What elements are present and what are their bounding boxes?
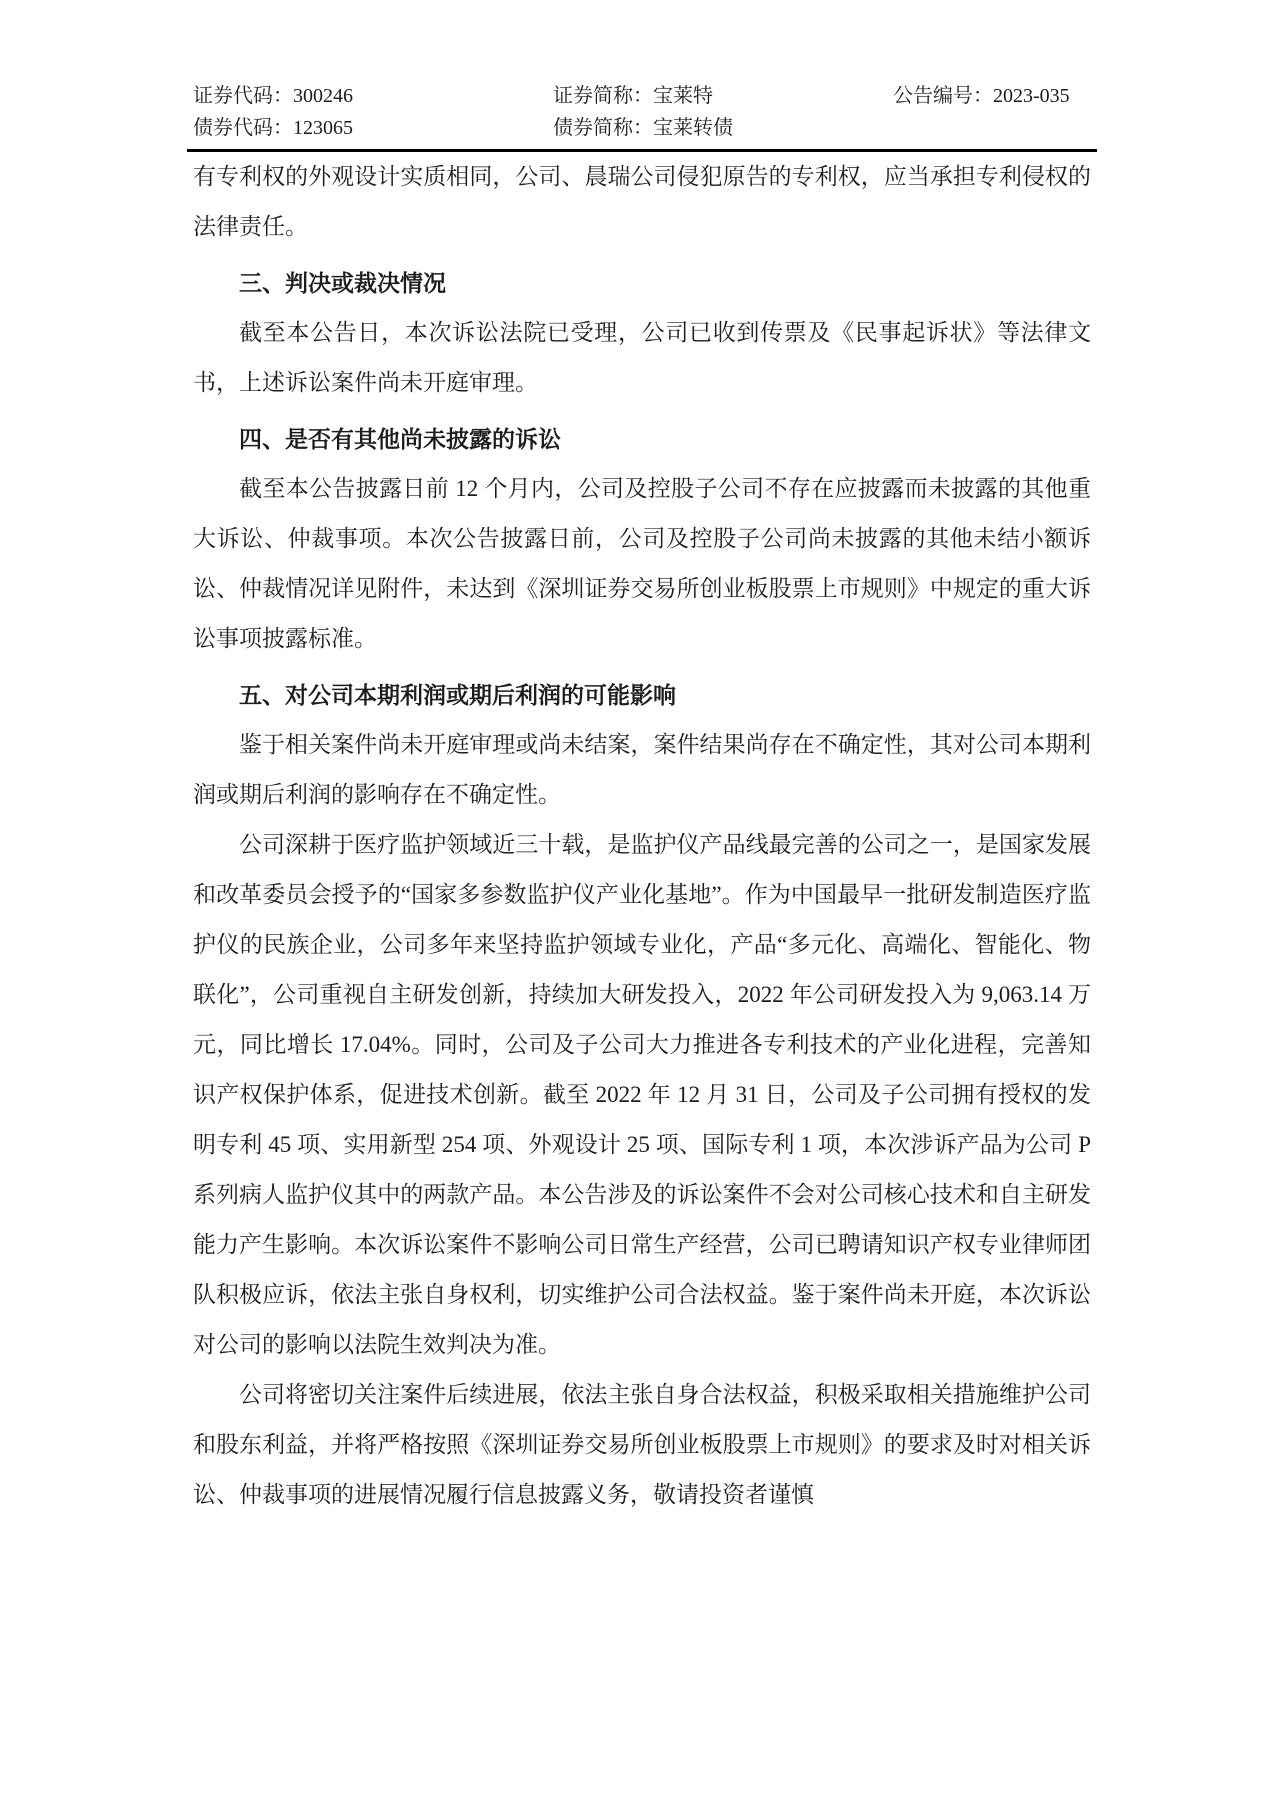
stock-name: 证券简称：宝莱特 — [553, 85, 713, 107]
section-heading-profit-impact: 五、对公司本期利润或期后利润的可能影响 — [239, 682, 676, 708]
paragraph-follow-up-measures: 公司将密切关注案件后续进展，依法主张自身合法权益，积极采取相关措施维护公司和股东利益，并将严格按照《深圳证券交易所创业板股票上市规则》的要求及时对相关诉讼、仲裁事项的进展情况履行信息披露义务，敬请投资者谨慎 — [193, 1382, 1091, 1507]
header-row-securities — [193, 80, 1091, 112]
announcement-number: 公告编号：2023-035 — [893, 85, 1070, 107]
stock-code: 证券代码：300246 — [193, 85, 353, 107]
document-header — [193, 0, 1091, 144]
header-row-bond — [193, 112, 1091, 144]
paragraph-judgment-status: 截至本公告日，本次诉讼法院已受理，公司已收到传票及《民事起诉状》等法律文书，上述诉讼案件尚未开庭审理。 — [193, 320, 1091, 395]
document-content — [193, 0, 1091, 1520]
bond-code: 债券代码：123065 — [193, 117, 353, 139]
bond-name: 债券简称：宝莱转债 — [553, 117, 733, 139]
section-heading-undisclosed-litigation: 四、是否有其他尚未披露的诉讼 — [239, 426, 561, 452]
paragraph-profit-uncertainty: 鉴于相关案件尚未开庭审理或尚未结案，案件结果尚存在不确定性，其对公司本期利润或期后利润的影响存在不确定性。 — [193, 732, 1091, 807]
paragraph-continuation: 有专利权的外观设计实质相同，公司、晨瑞公司侵犯原告的专利权，应当承担专利侵权的法律责任。 — [193, 164, 1091, 239]
document-body — [193, 152, 1091, 1520]
paragraph-company-background: 公司深耕于医疗监护领域近三十载，是监护仪产品线最完善的公司之一，是国家发展和改革委员会授予的“国家多参数监护仪产业化基地”。作为中国最早一批研发制造医疗监护仪的民族企业，公司多年来坚持监护领域专业化，产品“多元化、高端化、智能化、物联化”，公司重视自主研发创新，持续加大研发投入，2022 年公司研发投入为 9,063.14 万元，同比增长 17.04%。同时，公司及子公司大力推进各专利技术的产业化进程，完善知识产权保护体系，促进技术创新。截至 2022 年 12 月 31 日，公司及子公司拥有授权的发明专利 45 项、实用新型 254 项、外观设计 25 项、国际专利 1 项，本次涉诉产品为公司 P 系列病人监护仪其中的两款产品。本公告涉及的诉讼案件不会对公司核心技术和自主研发能力产生影响。本次诉讼案件不影响公司日常生产经营，公司已聘请知识产权专业律师团队积极应诉，依法主张自身权利，切实维护公司合法权益。鉴于案件尚未开庭，本次诉讼对公司的影响以法院生效判决为准。 — [193, 832, 1092, 1357]
section-heading-judgment: 三、判决或裁决情况 — [239, 270, 446, 296]
paragraph-undisclosed-litigation: 截至本公告披露日前 12 个月内，公司及控股子公司不存在应披露而未披露的其他重大诉讼、仲裁事项。本次公告披露日前，公司及控股子公司尚未披露的其他未结小额诉讼、仲裁情况详见附件，未达到《深圳证券交易所创业板股票上市规则》中规定的重大诉讼事项披露标准。 — [193, 476, 1091, 651]
header-spacer — [893, 112, 1091, 144]
